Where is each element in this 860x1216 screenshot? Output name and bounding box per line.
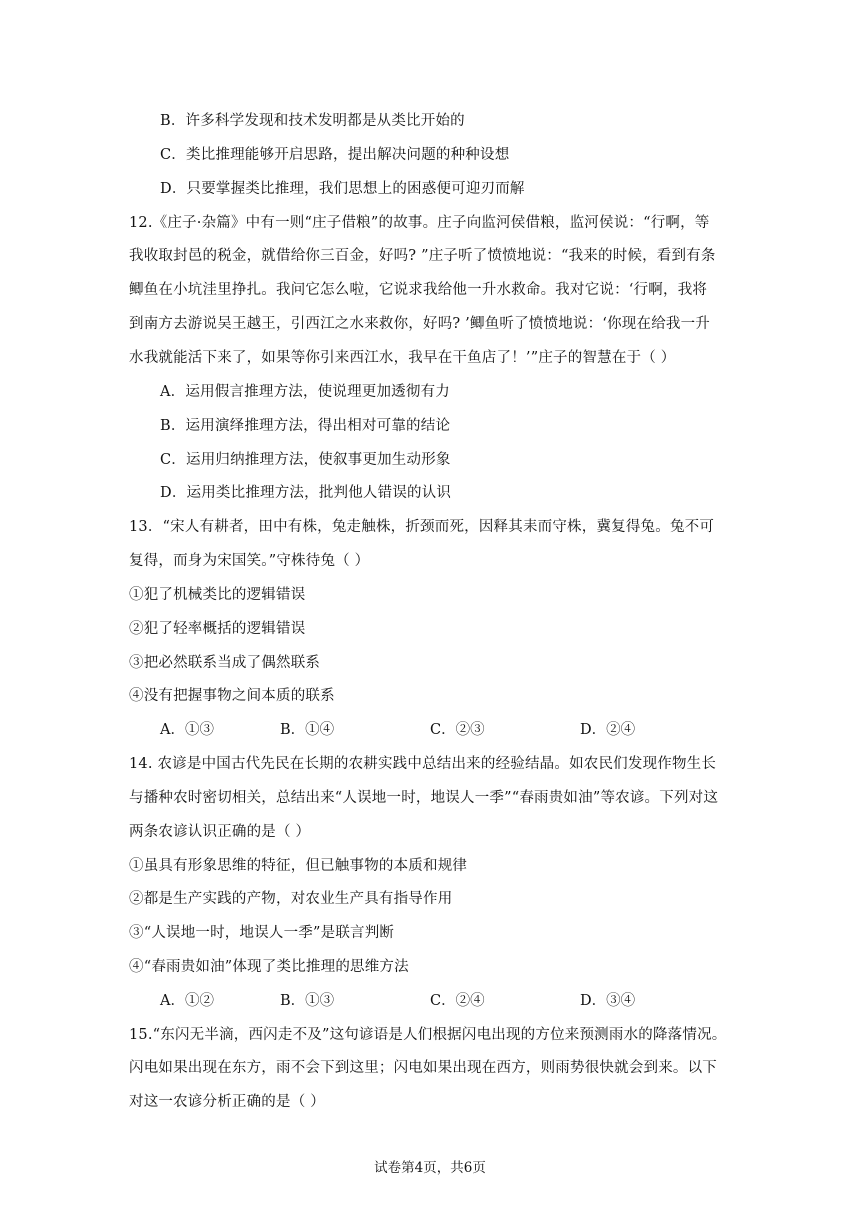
q14-option-d: D．③④	[580, 993, 636, 1009]
q12-option-b: B．运用演绎推理方法，得出相对可靠的结论	[160, 418, 451, 434]
q13-stem-line: 复得，而身为宋国笑。”守株待兔（ ）	[129, 553, 370, 569]
q14-stem-line: 两条农谚认识正确的是（ ）	[129, 824, 311, 840]
q14-stem-line: 14. 农谚是中国古代先民在长期的农耕实践中总结出来的经验结晶。如农民们发现作物生长	[129, 756, 717, 772]
q14-option-a: A．①②	[160, 993, 214, 1009]
q11-option-c: C．类比推理能够开启思路，提出解决问题的种种设想	[160, 147, 510, 163]
q14-statement: ④“春雨贵如油”体现了类比推理的思维方法	[129, 959, 409, 975]
q13-stem-line: 13．“宋人有耕者，田中有株，兔走触株，折颈而死，因释其耒而守株，冀复得兔。兔不可	[129, 519, 715, 535]
q11-option-d: D．只要掌握类比推理，我们思想上的困惑便可迎刃而解	[160, 181, 525, 197]
q13-statement: ①犯了机械类比的逻辑错误	[129, 587, 306, 603]
page-footer: 试卷第4页，共6页	[374, 1160, 486, 1176]
q12-stem-line: 鲫鱼在小坑洼里挣扎。我问它怎么啦，它说求我给他一升水救命。我对它说：‘行啊，我将	[129, 282, 708, 298]
q14-option-c: C．②④	[430, 993, 485, 1009]
q13-option-c: C．②③	[430, 722, 485, 738]
q15-stem-line: 15.“东闪无半滴，西闪走不及”这句谚语是人们根据闪电出现的方位来预测雨水的降落情况。	[129, 1027, 727, 1043]
q13-option-a: A．①③	[160, 722, 214, 738]
q12-stem-line: 12.《庄子·杂篇》中有一则“庄子借粮”的故事。庄子向监河侯借粮，监河侯说：“行啊，等	[129, 215, 710, 231]
q15-stem-line: 闪电如果出现在东方，雨不会下到这里；闪电如果出现在西方，则雨势很快就会到来。以下	[129, 1060, 717, 1076]
q14-option-b: B．①③	[280, 993, 335, 1009]
q12-option-c: C．运用归纳推理方法，使叙事更加生动形象	[160, 452, 451, 468]
q12-option-d: D．运用类比推理方法，批判他人错误的认识	[160, 485, 452, 501]
q14-options	[160, 991, 720, 1011]
q14-statement: ①虽具有形象思维的特征，但已触事物的本质和规律	[129, 858, 468, 874]
q13-statement: ②犯了轻率概括的逻辑错误	[129, 621, 306, 637]
q11-option-b: B．许多科学发现和技术发明都是从类比开始的	[160, 113, 465, 129]
q12-stem-line: 水我就能活下来了，如果等你引来西江水，我早在干鱼店了！’”庄子的智慧在于（ ）	[129, 350, 676, 366]
q12-stem-line: 我收取封邑的税金，就借给你三百金，好吗? ”庄子听了愤愤地说：“我来的时候，看到有条	[129, 248, 716, 264]
q12-option-a: A．运用假言推理方法，使说理更加透彻有力	[160, 384, 450, 400]
q14-statement: ②都是生产实践的产物，对农业生产具有指导作用	[129, 891, 453, 907]
q12-stem-line: 到南方去游说吴王越王，引西江之水来救你，好吗? ’鲫鱼听了愤愤地说：‘你现在给我一升	[129, 316, 710, 332]
q13-options	[160, 720, 720, 740]
q14-statement: ③“人误地一时，地误人一季”是联言判断	[129, 925, 395, 941]
q13-option-b: B．①④	[280, 722, 335, 738]
q13-statement: ③把必然联系当成了偶然联系	[129, 655, 321, 671]
q15-stem-line: 对这一农谚分析正确的是（ ）	[129, 1094, 325, 1110]
q14-stem-line: 与播种农时密切相关，总结出来“人误地一时，地误人一季”“春雨贵如油”等农谚。下列对这	[129, 790, 719, 806]
q13-option-d: D．②④	[580, 722, 636, 738]
q13-statement: ④没有把握事物之间本质的联系	[129, 688, 335, 704]
